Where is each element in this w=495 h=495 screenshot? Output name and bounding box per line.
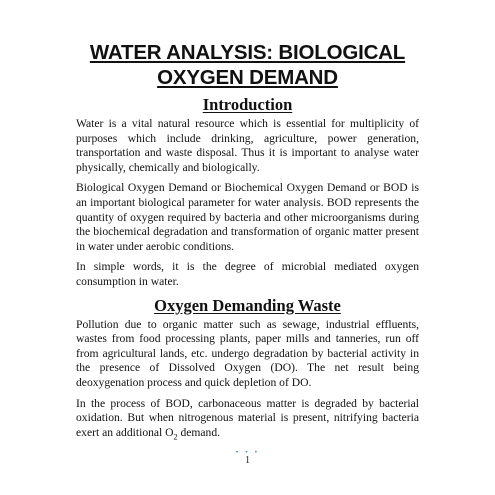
paragraph-intro-2: Biological Oxygen Demand or Biochemical Oxygen Demand or BOD is an important biological parameter for water analysis. BOD represents the quantity of oxygen required by bacteria and other microorganisms during the biochemical degradation and transformation of organic matter present in water under aerobic conditions.	[76, 181, 419, 253]
document-title-line-2: OXYGEN DEMAND	[157, 66, 338, 89]
document-title	[76, 40, 419, 90]
paragraph-waste-2	[76, 397, 419, 441]
paragraph-waste-2-text: In the process of BOD, carbonaceous matter is degraded by bacterial oxidation. But when nitrogenous material is present, nitrifying bacteria exert an additional O	[76, 396, 419, 439]
page-number: 1	[244, 454, 251, 466]
paragraph-intro-3: In simple words, it is the degree of microbial mediated oxygen consumption in water.	[76, 260, 419, 288]
paragraph-waste-2-suffix: demand.	[177, 425, 221, 439]
oxygen-subscript: 2	[173, 432, 178, 441]
section-heading-introduction: Introduction	[202, 95, 293, 114]
paragraph-waste-1: Pollution due to organic matter such as sewage, industrial effluents, wastes from food processing plants, paper mills and tanneries, run off from agricultural lands, etc. undergo degradation by bacterial activity in the presence of Dissolved Oxygen (DO). The net result being deoxygenation process and quick depletion of DO.	[76, 317, 419, 389]
section-heading-oxygen-demanding-waste: Oxygen Demanding Waste	[154, 295, 341, 315]
page-number-marks: • • •	[235, 449, 260, 456]
document-title-line-1: WATER ANALYSIS: BIOLOGICAL	[89, 41, 406, 64]
paragraph-intro-1: Water is a vital natural resource which is essential for multiplicity of purposes which include drinking, agriculture, power generation, transportation and waste disposal. Thus it is important to analyse water physically, chemically and biologically.	[76, 117, 419, 174]
